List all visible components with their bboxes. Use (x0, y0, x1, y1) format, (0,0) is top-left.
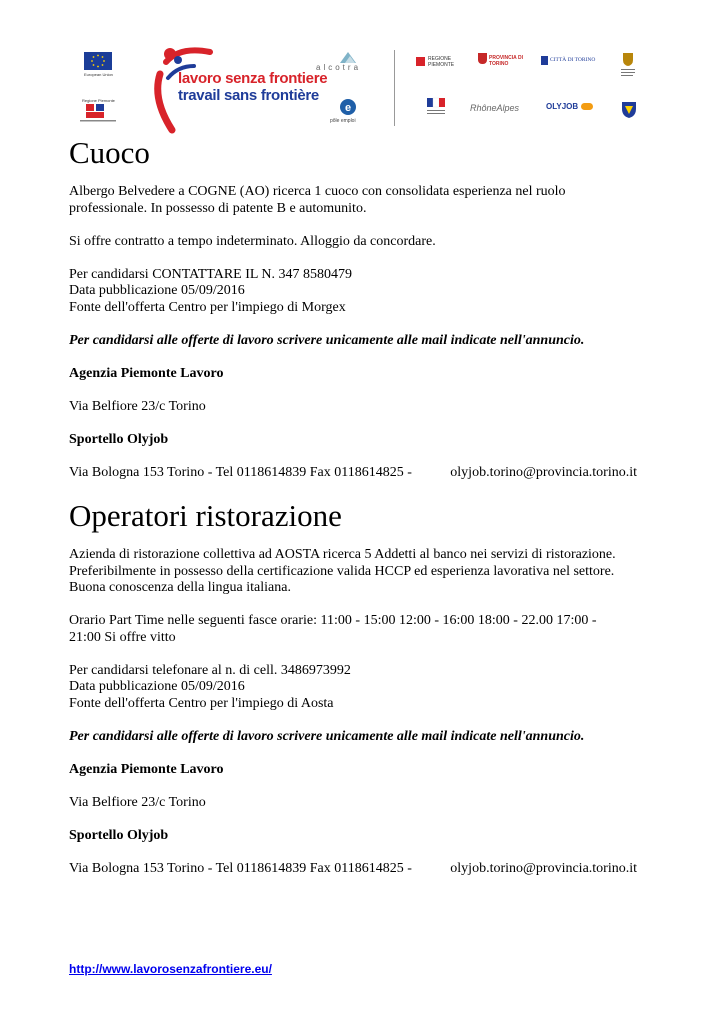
job-source: Fonte dell'offerta Centro per l'impiego di Morgex (69, 299, 346, 315)
job-date: Data pubblicazione 05/09/2016 (69, 679, 245, 694)
piemonte-small-logo (80, 98, 120, 124)
logo-divider (394, 50, 395, 126)
savoie-logo (620, 98, 638, 120)
eu-flag-logo (84, 52, 112, 70)
pole-emploi-text: pôle emploi (330, 118, 356, 124)
job-offer: Orario Part Time nelle seguenti fasce orarie: 11:00 - 15:00 12:00 - 16:00 18:00 - 22.00 17:00 - 21:00 Si offre vitto (69, 613, 597, 645)
job-contact: Per candidarsi CONTATTARE IL N. 347 8580479 (69, 266, 353, 282)
job-listings (69, 132, 669, 877)
job-source: Fonte dell'offerta Centro per l'impiego di Aosta (69, 695, 334, 711)
job-title: Cuoco (69, 135, 150, 170)
agency-address: Via Belfiore 23/c Torino (69, 398, 206, 414)
citta-torino-text: CITTÀ DI TORINO (550, 57, 596, 63)
logo-text-italian: lavoro senza frontiere (178, 70, 328, 87)
agency-address: Via Belfiore 23/c Torino (69, 794, 206, 810)
desk-address-line (69, 465, 637, 482)
regione-piemonte-logo (416, 55, 458, 71)
desk-address: Via Bologna 153 Torino - Tel 0118614839 Fax 0118614825 - (69, 464, 412, 480)
pole-emploi-logo (328, 98, 368, 128)
desk-address-line (69, 861, 637, 878)
partner-logos-header (0, 0, 724, 135)
piemonte-caption: Regione Piemonte (82, 98, 115, 103)
desk-name: Sportello Olyjob (69, 431, 169, 447)
website-link[interactable]: http://www.lavorosenzafrontiere.eu/ (69, 962, 272, 976)
olyjob-logo (546, 100, 596, 116)
job-section (69, 132, 669, 481)
valle-aosta-logo (620, 52, 640, 82)
desk-name: Sportello Olyjob (69, 827, 169, 843)
desk-email: olyjob.torino@provincia.torino.it (450, 860, 637, 876)
desk-address: Via Bologna 153 Torino - Tel 0118614839 Fax 0118614825 - (69, 860, 412, 876)
agency-name: Agenzia Piemonte Lavoro (69, 365, 224, 381)
job-description: Azienda di ristorazione collettiva ad AOSTA ricerca 5 Addetti al banco nei servizi di ristorazione. Preferibilmente in possesso della certificazione valida HCCP ed esperienza lavorativa nel settore. Buona conoscenza della lingua italiana. (69, 547, 616, 595)
alcotra-logo (312, 50, 384, 76)
application-notice: Per candidarsi alle offerte di lavoro scrivere unicamente alle mail indicate nell'annuncio. (69, 728, 585, 744)
regione-piemonte-text: REGIONE PIEMONTE (428, 56, 455, 68)
desk-email: olyjob.torino@provincia.torino.it (450, 464, 637, 480)
provincia-torino-text: PROVINCIA DI TORINO (489, 55, 523, 67)
alcotra-text: alcotra (316, 63, 362, 72)
job-contact: Per candidarsi telefonare al n. di cell. 3486973992 (69, 662, 351, 678)
job-title: Operatori ristorazione (69, 498, 342, 533)
rhone-alpes-logo: RhôneAlpes (470, 103, 520, 113)
citta-torino-logo (541, 56, 599, 68)
prefecture-logo (425, 96, 447, 122)
lavoro-senza-frontiere-logo (150, 44, 328, 134)
job-section (69, 495, 669, 877)
svg-text:e: e (344, 102, 352, 114)
olyjob-text: OLYJOB (546, 102, 579, 111)
logo-text-french: travail sans frontière (178, 87, 319, 104)
job-offer: Si offre contratto a tempo indeterminato. Alloggio da concordare. (69, 233, 436, 249)
eu-caption: European Union (84, 72, 113, 77)
job-description: Albergo Belvedere a COGNE (AO) ricerca 1 cuoco con consolidata esperienza nel ruolo professionale. In possesso di patente B e automunito. (69, 184, 566, 216)
agency-name: Agenzia Piemonte Lavoro (69, 761, 224, 777)
provincia-torino-logo (478, 53, 523, 73)
job-date: Data pubblicazione 05/09/2016 (69, 283, 245, 298)
application-notice: Per candidarsi alle offerte di lavoro scrivere unicamente alle mail indicate nell'annuncio. (69, 332, 585, 348)
